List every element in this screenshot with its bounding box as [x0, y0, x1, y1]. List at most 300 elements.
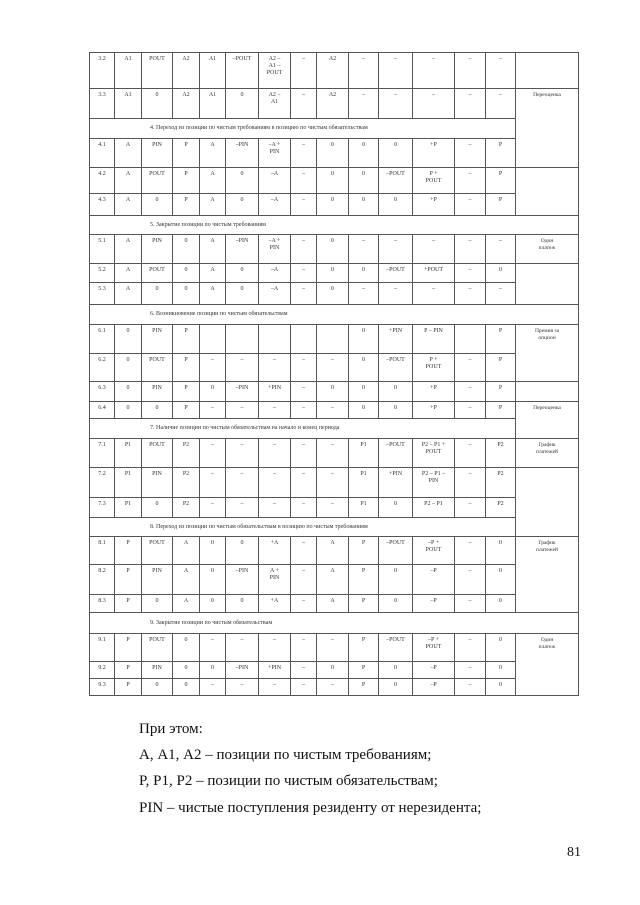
table-cell: 0 [173, 679, 200, 696]
table-cell: – [455, 354, 486, 382]
table-cell: – [486, 283, 516, 305]
table-cell: P [349, 537, 379, 565]
table-cell: A + PIN [259, 565, 291, 595]
table-cell [226, 325, 259, 354]
note-cell: График платежей [516, 439, 579, 468]
table-cell: 0 [486, 537, 516, 565]
row-number-cell: 6.1 [90, 325, 115, 354]
table-cell: – [455, 498, 486, 518]
table-cell: – [259, 468, 291, 498]
table-cell: A2 [173, 89, 200, 119]
row-number-cell: 5.1 [90, 235, 115, 264]
table-cell: P [115, 662, 142, 679]
table-cell: –P + POUT [413, 634, 455, 662]
table-cell: P [349, 634, 379, 662]
table-cell: – [317, 679, 349, 696]
table-cell: –POUT [379, 168, 413, 194]
table-row [90, 439, 579, 468]
table-cell: – [455, 402, 486, 419]
table-cell: +P [413, 382, 455, 402]
table-cell: – [455, 468, 486, 498]
row-number-cell: 4.3 [90, 194, 115, 216]
note-cell: График платежей [516, 537, 579, 613]
table-cell: PIN [142, 565, 173, 595]
table-cell: 0 [486, 264, 516, 283]
section-header-row [90, 119, 579, 139]
table-cell: A [115, 139, 142, 168]
table-cell: P [173, 139, 200, 168]
table-cell: – [226, 498, 259, 518]
table-cell: – [259, 439, 291, 468]
balance-transition-table [89, 52, 579, 696]
table-cell: A [317, 565, 349, 595]
table-cell: P [349, 662, 379, 679]
table-cell: –POUT [379, 264, 413, 283]
table-cell: – [413, 53, 455, 89]
table-cell: 0 [317, 194, 349, 216]
table-cell: PIN [142, 139, 173, 168]
table-cell: PIN [142, 325, 173, 354]
table-cell: 0 [379, 194, 413, 216]
table-cell: A [200, 283, 226, 305]
table-cell: – [291, 235, 317, 264]
table-cell: 0 [200, 595, 226, 613]
table-cell: 0 [486, 634, 516, 662]
table-cell: +POUT [413, 264, 455, 283]
table-cell: A2 [317, 89, 349, 119]
table-cell: 0 [142, 595, 173, 613]
table-cell [259, 325, 291, 354]
table-row [90, 283, 579, 305]
table-cell: P [173, 168, 200, 194]
table-cell: – [455, 89, 486, 119]
table-cell: 0 [317, 662, 349, 679]
table-cell: POUT [142, 634, 173, 662]
table-cell: 0 [379, 679, 413, 696]
table-row [90, 89, 579, 119]
row-number-cell: 9.3 [90, 679, 115, 696]
section-title: 5. Закрытие позиции по чистым требованиям [90, 216, 579, 235]
table-cell: A1 [200, 89, 226, 119]
table-cell: –POUT [379, 354, 413, 382]
table-cell: 0 [349, 168, 379, 194]
table-cell: –P [413, 565, 455, 595]
table-cell: P [349, 565, 379, 595]
table-cell: – [291, 679, 317, 696]
note-cell: Премия за опцион [516, 325, 579, 382]
table-cell: +P [413, 194, 455, 216]
table-cell: – [455, 139, 486, 168]
table-cell: POUT [142, 264, 173, 283]
table-cell: – [455, 283, 486, 305]
table-cell: PIN [142, 235, 173, 264]
table-cell: 0 [173, 662, 200, 679]
table-cell: – [291, 565, 317, 595]
table-cell: A1 [115, 89, 142, 119]
table-cell: – [200, 354, 226, 382]
table-cell: +P [413, 402, 455, 419]
section-title: 6. Возникновение позиции по чистым обязательствам [90, 305, 579, 325]
table-cell: 0 [379, 498, 413, 518]
table-cell: – [455, 382, 486, 402]
table-cell: 0 [226, 283, 259, 305]
table-cell: 0 [379, 139, 413, 168]
table-cell: A [200, 235, 226, 264]
table-cell: – [291, 89, 317, 119]
table-row [90, 634, 579, 662]
note-cell [516, 168, 579, 216]
row-number-cell: 3.2 [90, 53, 115, 89]
table-cell: –P [413, 662, 455, 679]
table-cell: P2 [173, 439, 200, 468]
table-cell: –PIN [226, 565, 259, 595]
row-number-cell: 4.1 [90, 139, 115, 168]
table-row [90, 53, 579, 89]
table-cell: 0 [226, 168, 259, 194]
table-cell: P [173, 325, 200, 354]
table-cell: POUT [142, 53, 173, 89]
section-title: 8. Переход из позиции по чистым обязательствам в позицию по чистым требованиям [90, 518, 579, 537]
row-number-cell: 5.3 [90, 283, 115, 305]
table-cell: – [259, 354, 291, 382]
table-cell: – [413, 283, 455, 305]
table-cell: A2 – A1 – POUT [259, 53, 291, 89]
page-number: 81 [567, 845, 581, 860]
table-cell: – [259, 634, 291, 662]
row-number-cell: 6.3 [90, 382, 115, 402]
table-body [90, 53, 579, 696]
table-cell: –POUT [226, 53, 259, 89]
table-cell: P [486, 325, 516, 354]
table-cell: A [200, 264, 226, 283]
legend-line-pin: PIN – чистые поступления резиденту от нерезидента; [139, 800, 482, 816]
table-cell: 0 [142, 89, 173, 119]
table-cell: – [455, 679, 486, 696]
table-cell: –PIN [226, 139, 259, 168]
row-number-cell: 7.2 [90, 468, 115, 498]
table-cell: –A + PIN [259, 139, 291, 168]
table-row [90, 354, 579, 382]
table-cell: – [226, 468, 259, 498]
table-cell: 0 [226, 264, 259, 283]
table-cell: – [379, 53, 413, 89]
table-cell: +PIN [259, 662, 291, 679]
table-cell: 0 [226, 537, 259, 565]
section-header-row [90, 419, 579, 439]
section-header-row [90, 518, 579, 537]
table-cell [291, 325, 317, 354]
table-cell: – [349, 89, 379, 119]
section-title: 7. Наличие позиции по чистым обязательствам на начало и конец периода [90, 419, 579, 439]
table-cell: P [486, 382, 516, 402]
table-cell: – [379, 283, 413, 305]
table-row [90, 402, 579, 419]
table-cell [317, 325, 349, 354]
table-cell: P [115, 595, 142, 613]
table-cell: 0 [200, 382, 226, 402]
table-row [90, 565, 579, 595]
table-cell: – [455, 595, 486, 613]
table-cell: –A + PIN [259, 235, 291, 264]
table-cell: 0 [115, 325, 142, 354]
table-cell: – [291, 53, 317, 89]
table-cell: – [349, 283, 379, 305]
table-cell: A [317, 537, 349, 565]
table-cell: – [349, 53, 379, 89]
table-cell: 0 [486, 565, 516, 595]
table-cell: A [115, 264, 142, 283]
table-cell: P [115, 634, 142, 662]
table-cell: A2 [317, 53, 349, 89]
table-cell: P [115, 565, 142, 595]
table-cell: POUT [142, 168, 173, 194]
table-cell: 0 [317, 264, 349, 283]
table-cell: A [200, 194, 226, 216]
row-number-cell: 3.3 [90, 89, 115, 119]
table-cell: – [259, 402, 291, 419]
table-cell: – [200, 634, 226, 662]
table-cell: – [200, 679, 226, 696]
table-cell: POUT [142, 354, 173, 382]
table-cell: P2 – P1 – PIN [413, 468, 455, 498]
table-cell: – [455, 264, 486, 283]
table-cell: – [349, 235, 379, 264]
table-cell: P1 [115, 468, 142, 498]
table-cell: – [291, 662, 317, 679]
row-number-cell: 4.2 [90, 168, 115, 194]
table-row [90, 382, 579, 402]
table-cell: +PIN [379, 468, 413, 498]
section-header-row [90, 216, 579, 235]
table-cell: – [455, 662, 486, 679]
table-cell: A [115, 235, 142, 264]
table-cell: 0 [173, 283, 200, 305]
table-cell: – [226, 679, 259, 696]
table-cell: –A [259, 283, 291, 305]
table-cell: – [200, 468, 226, 498]
table-cell: – [291, 468, 317, 498]
table-cell: P1 [349, 498, 379, 518]
table-cell: A [115, 194, 142, 216]
table-cell: – [455, 439, 486, 468]
table-cell: 0 [317, 168, 349, 194]
table-cell: 0 [173, 264, 200, 283]
table-cell: – [317, 634, 349, 662]
table-cell: –POUT [379, 634, 413, 662]
row-number-cell: 8.2 [90, 565, 115, 595]
section-header-row [90, 305, 579, 325]
table-cell: 0 [349, 325, 379, 354]
table-cell: A [317, 595, 349, 613]
table-cell: 0 [317, 283, 349, 305]
table-cell: –P + POUT [413, 537, 455, 565]
table-cell: P [173, 402, 200, 419]
table-row [90, 139, 579, 168]
table-cell: P [173, 354, 200, 382]
table-cell: A [173, 565, 200, 595]
table-cell: 0 [349, 382, 379, 402]
table-cell: 0 [142, 679, 173, 696]
table-cell: – [291, 264, 317, 283]
legend-line-assets: А, А1, А2 – позиции по чистым требованиям; [139, 747, 432, 763]
table-cell: 0 [317, 235, 349, 264]
table-cell: A [173, 595, 200, 613]
table-cell: A [200, 139, 226, 168]
table-cell: – [455, 53, 486, 89]
table-cell: P [486, 168, 516, 194]
table-cell: – [413, 89, 455, 119]
table-cell: 0 [173, 235, 200, 264]
table-cell: A [115, 283, 142, 305]
table-cell: – [259, 498, 291, 518]
table-cell: 0 [115, 382, 142, 402]
table-cell: P2 [173, 468, 200, 498]
table-cell: – [200, 439, 226, 468]
table-cell: P2 [173, 498, 200, 518]
table-cell: P + POUT [413, 168, 455, 194]
table-cell: 0 [317, 139, 349, 168]
table-cell: 0 [486, 662, 516, 679]
table-cell: P1 [115, 439, 142, 468]
table-cell: A2 [173, 53, 200, 89]
table-cell: 0 [379, 595, 413, 613]
table-cell: –POUT [379, 537, 413, 565]
table-cell: P [115, 679, 142, 696]
table-cell: 0 [142, 498, 173, 518]
table-cell: P1 [349, 468, 379, 498]
table-cell: – [291, 595, 317, 613]
table-cell: – [226, 634, 259, 662]
table-cell: 0 [379, 565, 413, 595]
table-cell: – [317, 439, 349, 468]
table-cell: – [455, 194, 486, 216]
row-number-cell: 5.2 [90, 264, 115, 283]
table-row [90, 498, 579, 518]
table-cell: 0 [142, 402, 173, 419]
table-cell: P [173, 382, 200, 402]
table-cell: PIN [142, 468, 173, 498]
row-number-cell: 8.3 [90, 595, 115, 613]
table-cell: 0 [486, 595, 516, 613]
table-cell: –PIN [226, 662, 259, 679]
table-cell: 0 [379, 662, 413, 679]
section-header-row [90, 613, 579, 634]
table-cell: – [486, 235, 516, 264]
table-cell: P [486, 194, 516, 216]
note-cell [516, 382, 579, 402]
table-cell: 0 [349, 264, 379, 283]
table-cell: – [486, 89, 516, 119]
table-row [90, 264, 579, 283]
table-cell: – [291, 402, 317, 419]
table-cell: POUT [142, 439, 173, 468]
table-cell: – [226, 402, 259, 419]
table-cell: – [317, 468, 349, 498]
legend-line-liabilities: P, P1, P2 – позиции по чистым обязательствам; [139, 773, 438, 789]
table-cell: – [291, 382, 317, 402]
table-cell: +A [259, 537, 291, 565]
table-cell: P2 [486, 468, 516, 498]
note-cell: Один платеж [516, 634, 579, 696]
row-number-cell: 9.2 [90, 662, 115, 679]
table-cell: – [455, 235, 486, 264]
table-row [90, 537, 579, 565]
section-title: 9. Закрытие позиции по чистым обязательствам [90, 613, 579, 634]
table-cell: P2 [486, 439, 516, 468]
table-cell: – [200, 498, 226, 518]
legend-intro: При этом: [139, 721, 203, 737]
table-cell: – [317, 498, 349, 518]
table-cell: 0 [349, 139, 379, 168]
table-cell: – [455, 634, 486, 662]
table-cell: –A [259, 168, 291, 194]
table-cell: PIN [142, 382, 173, 402]
table-cell: 0 [317, 382, 349, 402]
table-cell: P [173, 194, 200, 216]
table-cell: –PIN [226, 235, 259, 264]
table-cell: 0 [115, 402, 142, 419]
table-cell: – [226, 354, 259, 382]
table-cell: 0 [115, 354, 142, 382]
table-cell: – [291, 634, 317, 662]
table-cell: 0 [349, 402, 379, 419]
row-number-cell: 6.2 [90, 354, 115, 382]
table-cell: 0 [142, 194, 173, 216]
table-cell: P1 [115, 498, 142, 518]
table-cell: 0 [349, 194, 379, 216]
table-cell: – [226, 439, 259, 468]
row-number-cell: 7.1 [90, 439, 115, 468]
table-cell: 0 [379, 402, 413, 419]
table-cell: –P [413, 679, 455, 696]
note-cell [516, 53, 579, 89]
table-cell: – [291, 537, 317, 565]
row-number-cell: 6.4 [90, 402, 115, 419]
table-cell: P2 – P1 [413, 498, 455, 518]
table-row [90, 325, 579, 354]
table-cell: 0 [349, 354, 379, 382]
table-cell: – [291, 354, 317, 382]
table-cell: POUT [142, 537, 173, 565]
table-row [90, 168, 579, 194]
table-cell: P [486, 354, 516, 382]
table-cell: A1 [115, 53, 142, 89]
table-row [90, 662, 579, 679]
table-row [90, 235, 579, 264]
table-cell: – [455, 168, 486, 194]
table-cell: – [455, 537, 486, 565]
table-cell: +A [259, 595, 291, 613]
table-cell: A [200, 168, 226, 194]
table-cell: 0 [200, 662, 226, 679]
table-cell: P [115, 537, 142, 565]
table-row [90, 595, 579, 613]
table-cell: –A [259, 264, 291, 283]
table-cell: 0 [226, 89, 259, 119]
table-cell: P2 [486, 498, 516, 518]
note-cell: Один платеж [516, 235, 579, 264]
table-cell: – [317, 354, 349, 382]
table-row [90, 194, 579, 216]
table-cell: +PIN [259, 382, 291, 402]
row-number-cell: 9.1 [90, 634, 115, 662]
table-row [90, 679, 579, 696]
table-cell: 0 [486, 679, 516, 696]
table-cell: – [379, 89, 413, 119]
table-cell [455, 325, 486, 354]
table-cell: –A [259, 194, 291, 216]
table-cell: – [291, 194, 317, 216]
